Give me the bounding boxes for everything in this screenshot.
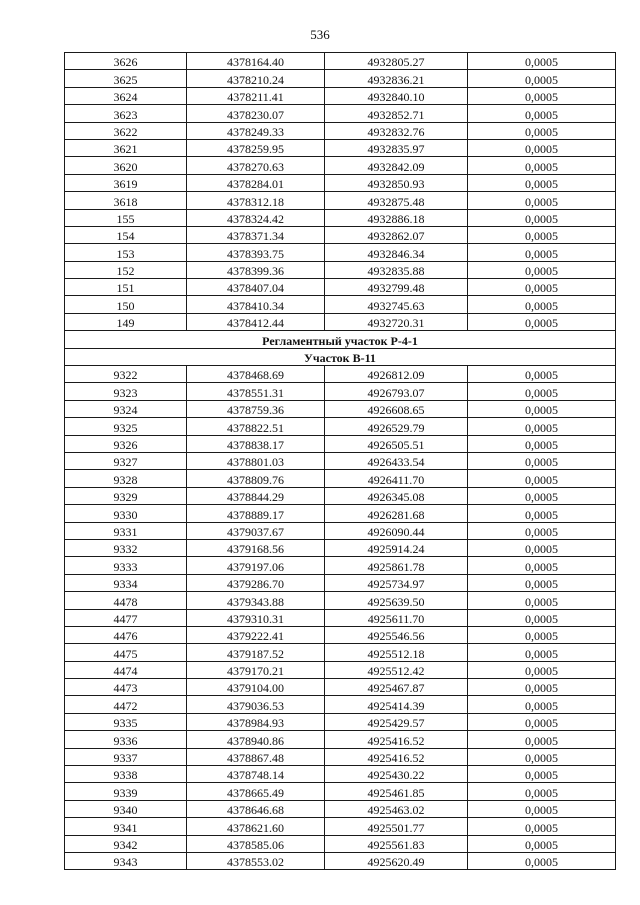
table-row <box>65 783 616 800</box>
point-id-cell: 4472 <box>65 696 187 713</box>
y-coordinate-cell: 4932799.48 <box>325 279 468 296</box>
point-id-cell: 3625 <box>65 70 187 87</box>
point-id-cell: 9328 <box>65 470 187 487</box>
y-coordinate-cell: 4932862.07 <box>325 226 468 243</box>
point-id-cell: 4476 <box>65 626 187 643</box>
y-coordinate-cell: 4925461.85 <box>325 783 468 800</box>
x-coordinate-cell: 4379037.67 <box>187 522 325 539</box>
table-row <box>65 452 616 469</box>
y-coordinate-cell: 4925512.42 <box>325 661 468 678</box>
y-coordinate-cell: 4925416.52 <box>325 748 468 765</box>
x-coordinate-cell: 4378393.75 <box>187 244 325 261</box>
x-coordinate-cell: 4378553.02 <box>187 852 325 869</box>
x-coordinate-cell: 4379197.06 <box>187 557 325 574</box>
x-coordinate-cell: 4378822.51 <box>187 418 325 435</box>
table-row <box>65 174 616 191</box>
tolerance-cell: 0,0005 <box>468 522 616 539</box>
x-coordinate-cell: 4378748.14 <box>187 766 325 783</box>
tolerance-cell: 0,0005 <box>468 435 616 452</box>
tolerance-cell: 0,0005 <box>468 400 616 417</box>
point-id-cell: 149 <box>65 313 187 330</box>
y-coordinate-cell: 4925639.50 <box>325 592 468 609</box>
point-id-cell: 3619 <box>65 174 187 191</box>
point-id-cell: 150 <box>65 296 187 313</box>
tolerance-cell: 0,0005 <box>468 279 616 296</box>
y-coordinate-cell: 4932836.21 <box>325 70 468 87</box>
table-row <box>65 139 616 156</box>
point-id-cell: 9335 <box>65 713 187 730</box>
y-coordinate-cell: 4925501.77 <box>325 818 468 835</box>
point-id-cell: 9339 <box>65 783 187 800</box>
x-coordinate-cell: 4378889.17 <box>187 505 325 522</box>
rows-top-group <box>65 53 616 331</box>
y-coordinate-cell: 4926345.08 <box>325 487 468 504</box>
y-coordinate-cell: 4925734.97 <box>325 574 468 591</box>
tolerance-cell: 0,0005 <box>468 505 616 522</box>
tolerance-cell: 0,0005 <box>468 592 616 609</box>
tolerance-cell: 0,0005 <box>468 105 616 122</box>
x-coordinate-cell: 4378801.03 <box>187 452 325 469</box>
table-row <box>65 105 616 122</box>
y-coordinate-cell: 4926608.65 <box>325 400 468 417</box>
tolerance-cell: 0,0005 <box>468 696 616 713</box>
table-row <box>65 818 616 835</box>
point-id-cell: 4478 <box>65 592 187 609</box>
tolerance-cell: 0,0005 <box>468 731 616 748</box>
table-row <box>65 296 616 313</box>
point-id-cell: 9322 <box>65 366 187 383</box>
x-coordinate-cell: 4378312.18 <box>187 192 325 209</box>
tolerance-cell: 0,0005 <box>468 244 616 261</box>
table-row <box>65 261 616 278</box>
x-coordinate-cell: 4378984.93 <box>187 713 325 730</box>
x-coordinate-cell: 4379343.88 <box>187 592 325 609</box>
table-row <box>65 418 616 435</box>
point-id-cell: 4475 <box>65 644 187 661</box>
table-row <box>65 800 616 817</box>
table-row <box>65 522 616 539</box>
y-coordinate-cell: 4925429.57 <box>325 713 468 730</box>
point-id-cell: 3626 <box>65 53 187 70</box>
tolerance-cell: 0,0005 <box>468 87 616 104</box>
x-coordinate-cell: 4379286.70 <box>187 574 325 591</box>
point-id-cell: 9332 <box>65 539 187 556</box>
table-row <box>65 70 616 87</box>
y-coordinate-cell: 4925512.18 <box>325 644 468 661</box>
x-coordinate-cell: 4378230.07 <box>187 105 325 122</box>
y-coordinate-cell: 4932720.31 <box>325 313 468 330</box>
tolerance-cell: 0,0005 <box>468 800 616 817</box>
y-coordinate-cell: 4925611.70 <box>325 609 468 626</box>
table-row <box>65 366 616 383</box>
y-coordinate-cell: 4932835.88 <box>325 261 468 278</box>
table-row <box>65 209 616 226</box>
y-coordinate-cell: 4932842.09 <box>325 157 468 174</box>
table-row <box>65 748 616 765</box>
tolerance-cell: 0,0005 <box>468 261 616 278</box>
y-coordinate-cell: 4926529.79 <box>325 418 468 435</box>
y-coordinate-cell: 4926411.70 <box>325 470 468 487</box>
x-coordinate-cell: 4378844.29 <box>187 487 325 504</box>
y-coordinate-cell: 4932745.63 <box>325 296 468 313</box>
y-coordinate-cell: 4925430.22 <box>325 766 468 783</box>
y-coordinate-cell: 4925561.83 <box>325 835 468 852</box>
subsection-title-row <box>65 348 616 365</box>
x-coordinate-cell: 4378646.68 <box>187 800 325 817</box>
y-coordinate-cell: 4932832.76 <box>325 122 468 139</box>
y-coordinate-cell: 4925416.52 <box>325 731 468 748</box>
point-id-cell: 3623 <box>65 105 187 122</box>
y-coordinate-cell: 4932805.27 <box>325 53 468 70</box>
coordinates-table <box>64 52 616 870</box>
table-row <box>65 470 616 487</box>
table-row <box>65 157 616 174</box>
point-id-cell: 9340 <box>65 800 187 817</box>
tolerance-cell: 0,0005 <box>468 139 616 156</box>
point-id-cell: 9326 <box>65 435 187 452</box>
tolerance-cell: 0,0005 <box>468 487 616 504</box>
tolerance-cell: 0,0005 <box>468 783 616 800</box>
tolerance-cell: 0,0005 <box>468 713 616 730</box>
point-id-cell: 9334 <box>65 574 187 591</box>
tolerance-cell: 0,0005 <box>468 766 616 783</box>
table-row <box>65 122 616 139</box>
point-id-cell: 152 <box>65 261 187 278</box>
y-coordinate-cell: 4932840.10 <box>325 87 468 104</box>
x-coordinate-cell: 4379222.41 <box>187 626 325 643</box>
tolerance-cell: 0,0005 <box>468 70 616 87</box>
table-row <box>65 192 616 209</box>
x-coordinate-cell: 4378407.04 <box>187 279 325 296</box>
table-row <box>65 592 616 609</box>
x-coordinate-cell: 4378249.33 <box>187 122 325 139</box>
tolerance-cell: 0,0005 <box>468 209 616 226</box>
x-coordinate-cell: 4378468.69 <box>187 366 325 383</box>
table-row <box>65 505 616 522</box>
point-id-cell: 9333 <box>65 557 187 574</box>
point-id-cell: 155 <box>65 209 187 226</box>
y-coordinate-cell: 4932875.48 <box>325 192 468 209</box>
x-coordinate-cell: 4378371.34 <box>187 226 325 243</box>
point-id-cell: 9341 <box>65 818 187 835</box>
y-coordinate-cell: 4925861.78 <box>325 557 468 574</box>
tolerance-cell: 0,0005 <box>468 53 616 70</box>
point-id-cell: 9329 <box>65 487 187 504</box>
section-title: Регламентный участок Р-4-1 <box>65 331 616 348</box>
y-coordinate-cell: 4926090.44 <box>325 522 468 539</box>
x-coordinate-cell: 4379187.52 <box>187 644 325 661</box>
subsection-title: Участок В-11 <box>65 348 616 365</box>
y-coordinate-cell: 4926793.07 <box>325 383 468 400</box>
x-coordinate-cell: 4378838.17 <box>187 435 325 452</box>
table-row <box>65 626 616 643</box>
table-row <box>65 713 616 730</box>
point-id-cell: 9338 <box>65 766 187 783</box>
table-row <box>65 487 616 504</box>
point-id-cell: 9337 <box>65 748 187 765</box>
table-row <box>65 852 616 869</box>
table-row <box>65 574 616 591</box>
table-row <box>65 383 616 400</box>
point-id-cell: 9330 <box>65 505 187 522</box>
x-coordinate-cell: 4378940.86 <box>187 731 325 748</box>
x-coordinate-cell: 4379104.00 <box>187 679 325 696</box>
x-coordinate-cell: 4378210.24 <box>187 70 325 87</box>
y-coordinate-cell: 4932852.71 <box>325 105 468 122</box>
table-row <box>65 766 616 783</box>
tolerance-cell: 0,0005 <box>468 383 616 400</box>
tolerance-cell: 0,0005 <box>468 748 616 765</box>
table-row <box>65 313 616 330</box>
x-coordinate-cell: 4378270.63 <box>187 157 325 174</box>
point-id-cell: 9323 <box>65 383 187 400</box>
y-coordinate-cell: 4925467.87 <box>325 679 468 696</box>
tolerance-cell: 0,0005 <box>468 609 616 626</box>
table-row <box>65 696 616 713</box>
table-row <box>65 435 616 452</box>
x-coordinate-cell: 4379170.21 <box>187 661 325 678</box>
x-coordinate-cell: 4378551.31 <box>187 383 325 400</box>
y-coordinate-cell: 4925620.49 <box>325 852 468 869</box>
tolerance-cell: 0,0005 <box>468 835 616 852</box>
table-row <box>65 226 616 243</box>
point-id-cell: 3621 <box>65 139 187 156</box>
table-row <box>65 87 616 104</box>
tolerance-cell: 0,0005 <box>468 539 616 556</box>
x-coordinate-cell: 4378665.49 <box>187 783 325 800</box>
x-coordinate-cell: 4378324.42 <box>187 209 325 226</box>
table-row <box>65 731 616 748</box>
table-row <box>65 539 616 556</box>
point-id-cell: 4473 <box>65 679 187 696</box>
table-row <box>65 679 616 696</box>
y-coordinate-cell: 4932886.18 <box>325 209 468 226</box>
tolerance-cell: 0,0005 <box>468 418 616 435</box>
x-coordinate-cell: 4378412.44 <box>187 313 325 330</box>
tolerance-cell: 0,0005 <box>468 296 616 313</box>
tolerance-cell: 0,0005 <box>468 818 616 835</box>
point-id-cell: 3624 <box>65 87 187 104</box>
section-header-group <box>65 331 616 366</box>
y-coordinate-cell: 4926812.09 <box>325 366 468 383</box>
table-row <box>65 244 616 261</box>
section-title-row <box>65 331 616 348</box>
rows-bottom-group <box>65 366 616 870</box>
x-coordinate-cell: 4378259.95 <box>187 139 325 156</box>
tolerance-cell: 0,0005 <box>468 157 616 174</box>
tolerance-cell: 0,0005 <box>468 122 616 139</box>
tolerance-cell: 0,0005 <box>468 626 616 643</box>
point-id-cell: 4474 <box>65 661 187 678</box>
y-coordinate-cell: 4932835.97 <box>325 139 468 156</box>
x-coordinate-cell: 4378284.01 <box>187 174 325 191</box>
table-row <box>65 835 616 852</box>
point-id-cell: 4477 <box>65 609 187 626</box>
y-coordinate-cell: 4925414.39 <box>325 696 468 713</box>
x-coordinate-cell: 4378621.60 <box>187 818 325 835</box>
y-coordinate-cell: 4932850.93 <box>325 174 468 191</box>
tolerance-cell: 0,0005 <box>468 470 616 487</box>
x-coordinate-cell: 4378399.36 <box>187 261 325 278</box>
tolerance-cell: 0,0005 <box>468 174 616 191</box>
table-row <box>65 557 616 574</box>
table-row <box>65 609 616 626</box>
table-row <box>65 279 616 296</box>
table-row <box>65 53 616 70</box>
y-coordinate-cell: 4925914.24 <box>325 539 468 556</box>
table-row <box>65 661 616 678</box>
tolerance-cell: 0,0005 <box>468 852 616 869</box>
point-id-cell: 154 <box>65 226 187 243</box>
x-coordinate-cell: 4379036.53 <box>187 696 325 713</box>
tolerance-cell: 0,0005 <box>468 313 616 330</box>
table-row <box>65 400 616 417</box>
point-id-cell: 9336 <box>65 731 187 748</box>
point-id-cell: 153 <box>65 244 187 261</box>
y-coordinate-cell: 4926281.68 <box>325 505 468 522</box>
table-row <box>65 644 616 661</box>
y-coordinate-cell: 4925546.56 <box>325 626 468 643</box>
x-coordinate-cell: 4378759.36 <box>187 400 325 417</box>
point-id-cell: 9327 <box>65 452 187 469</box>
point-id-cell: 3618 <box>65 192 187 209</box>
tolerance-cell: 0,0005 <box>468 644 616 661</box>
x-coordinate-cell: 4378585.06 <box>187 835 325 852</box>
tolerance-cell: 0,0005 <box>468 192 616 209</box>
y-coordinate-cell: 4926505.51 <box>325 435 468 452</box>
point-id-cell: 151 <box>65 279 187 296</box>
x-coordinate-cell: 4378211.41 <box>187 87 325 104</box>
point-id-cell: 9343 <box>65 852 187 869</box>
tolerance-cell: 0,0005 <box>468 226 616 243</box>
x-coordinate-cell: 4379310.31 <box>187 609 325 626</box>
y-coordinate-cell: 4925463.02 <box>325 800 468 817</box>
point-id-cell: 9325 <box>65 418 187 435</box>
point-id-cell: 3622 <box>65 122 187 139</box>
x-coordinate-cell: 4378164.40 <box>187 53 325 70</box>
x-coordinate-cell: 4378867.48 <box>187 748 325 765</box>
point-id-cell: 9331 <box>65 522 187 539</box>
tolerance-cell: 0,0005 <box>468 679 616 696</box>
tolerance-cell: 0,0005 <box>468 557 616 574</box>
page-number: 536 <box>310 27 330 42</box>
x-coordinate-cell: 4378410.34 <box>187 296 325 313</box>
tolerance-cell: 0,0005 <box>468 366 616 383</box>
x-coordinate-cell: 4379168.56 <box>187 539 325 556</box>
point-id-cell: 9342 <box>65 835 187 852</box>
x-coordinate-cell: 4378809.76 <box>187 470 325 487</box>
point-id-cell: 3620 <box>65 157 187 174</box>
y-coordinate-cell: 4926433.54 <box>325 452 468 469</box>
tolerance-cell: 0,0005 <box>468 661 616 678</box>
point-id-cell: 9324 <box>65 400 187 417</box>
y-coordinate-cell: 4932846.34 <box>325 244 468 261</box>
tolerance-cell: 0,0005 <box>468 452 616 469</box>
tolerance-cell: 0,0005 <box>468 574 616 591</box>
